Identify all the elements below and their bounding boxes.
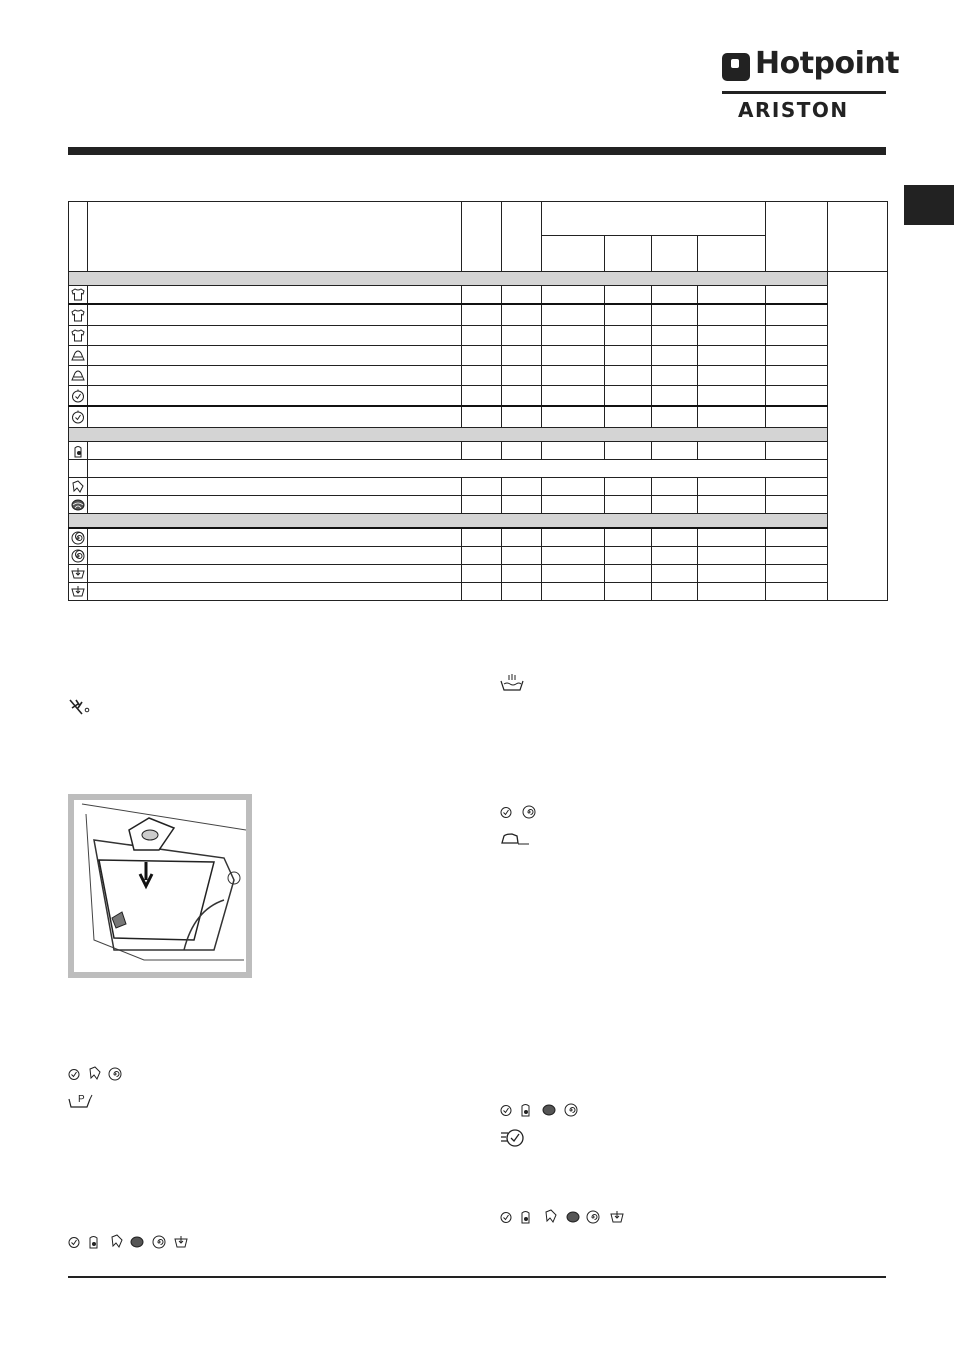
table-row bbox=[69, 547, 888, 565]
brand-sub: ARISTON bbox=[738, 98, 849, 122]
wool-icon bbox=[69, 442, 88, 460]
drain-icon bbox=[69, 583, 88, 601]
programme-table bbox=[68, 201, 888, 601]
table-row bbox=[69, 478, 888, 496]
quick-wash-icon bbox=[500, 1128, 526, 1148]
timer-icon bbox=[69, 1238, 79, 1248]
drain-icon bbox=[69, 565, 88, 583]
silk-icon bbox=[90, 1067, 100, 1079]
symbol-row-4 bbox=[500, 1102, 584, 1118]
category-band bbox=[69, 514, 888, 529]
synthetics-icon bbox=[69, 366, 88, 386]
wool-icon bbox=[90, 1237, 97, 1249]
language-tab bbox=[904, 185, 954, 225]
prewash-icon bbox=[68, 1093, 94, 1109]
table-row bbox=[69, 286, 888, 305]
spin-icon bbox=[523, 806, 535, 818]
spin-icon bbox=[109, 1068, 121, 1080]
symbol-row-5 bbox=[500, 1209, 630, 1225]
spin-icon bbox=[587, 1211, 599, 1223]
table-row bbox=[69, 565, 888, 583]
timer-icon bbox=[501, 1213, 511, 1223]
silk-icon bbox=[69, 478, 88, 496]
header-bar bbox=[68, 147, 886, 155]
timer-icon bbox=[69, 406, 88, 428]
table-row bbox=[69, 406, 888, 428]
table-row bbox=[69, 366, 888, 386]
timer-icon bbox=[501, 1106, 511, 1116]
shirt-icon bbox=[69, 304, 88, 326]
timer-icon bbox=[69, 386, 88, 407]
category-band bbox=[69, 272, 888, 286]
silk-icon bbox=[112, 1235, 122, 1247]
footer-rule bbox=[68, 1276, 886, 1278]
ball-icon bbox=[69, 496, 88, 514]
drain-icon bbox=[611, 1211, 623, 1222]
table-row bbox=[69, 346, 888, 366]
drain-icon bbox=[175, 1236, 187, 1247]
spin-icon bbox=[69, 528, 88, 547]
synthetics-icon bbox=[69, 346, 88, 366]
table-row bbox=[69, 304, 888, 326]
ball-icon bbox=[543, 1105, 555, 1115]
silk-icon bbox=[546, 1210, 556, 1222]
spin-icon bbox=[153, 1236, 165, 1248]
shirt-icon bbox=[69, 286, 88, 305]
symbol-row-2 bbox=[68, 1234, 192, 1250]
category-band bbox=[69, 428, 888, 442]
table-row bbox=[69, 326, 888, 346]
ball-icon bbox=[567, 1212, 579, 1222]
timer-icon bbox=[501, 808, 511, 818]
symbol-row-1 bbox=[68, 1066, 130, 1082]
wool-icon bbox=[522, 1212, 529, 1224]
table-row bbox=[69, 496, 888, 514]
iron-icon bbox=[500, 832, 530, 846]
timer-icon bbox=[69, 1070, 79, 1080]
brand-logo bbox=[722, 46, 900, 126]
table-row bbox=[69, 528, 888, 547]
ball-icon bbox=[131, 1237, 143, 1247]
brand-name: Hotpoint bbox=[755, 46, 900, 81]
table-row bbox=[69, 386, 888, 407]
shirt-icon bbox=[69, 326, 88, 346]
table-row bbox=[69, 442, 888, 460]
svg-text:P: P bbox=[78, 1094, 85, 1105]
spin-icon bbox=[69, 547, 88, 565]
symbol-row-3 bbox=[500, 804, 540, 820]
logo-mark-icon bbox=[722, 53, 750, 81]
stain-icon bbox=[68, 698, 92, 716]
rinse-icon bbox=[500, 673, 526, 691]
wool-icon bbox=[522, 1105, 529, 1117]
detergent-drawer-illustration bbox=[68, 794, 252, 978]
logo-divider bbox=[722, 91, 886, 94]
spin-icon bbox=[565, 1104, 577, 1116]
table-header-row bbox=[69, 202, 888, 236]
table-row-note bbox=[69, 460, 888, 478]
table-row bbox=[69, 583, 888, 601]
